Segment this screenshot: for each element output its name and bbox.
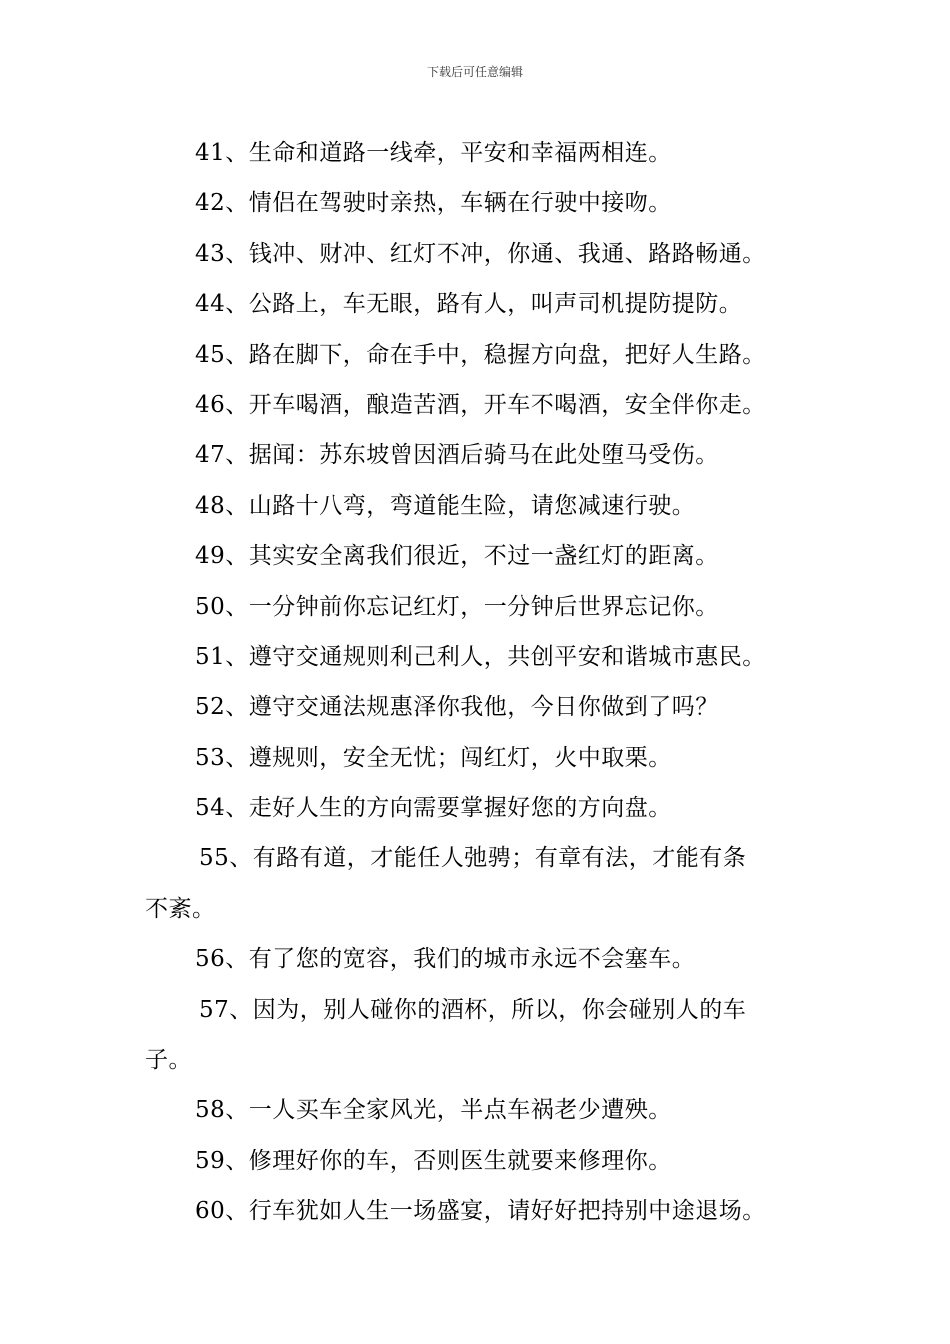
list-item: 56、有了您的宽容，我们的城市永远不会塞车。 <box>195 946 696 973</box>
list-item-line: 55、有路有道，才能任人弛骋；有章有法，才能有条 <box>199 845 747 872</box>
list-item: 42、情侣在驾驶时亲热，车辆在行驶中接吻。 <box>195 190 672 217</box>
list-item: 45、路在脚下，命在手中，稳握方向盘，把好人生路。 <box>195 341 766 368</box>
list-item: 50、一分钟前你忘记红灯，一分钟后世界忘记你。 <box>195 593 719 620</box>
list-item-line: 57、因为，别人碰你的酒杯，所以，你会碰别人的车 <box>199 996 747 1023</box>
list-item-continuation: 子。 <box>145 1047 192 1074</box>
list-item: 51、遵守交通规则利己利人，共创平安和谐城市惠民。 <box>195 643 766 670</box>
list-item: 43、钱冲、财冲、红灯不冲，你通、我通、路路畅通。 <box>195 240 766 267</box>
list-item: 58、一人买车全家风光，半点车祸老少遭殃。 <box>195 1097 672 1124</box>
list-item: 54、走好人生的方向需要掌握好您的方向盘。 <box>195 795 672 822</box>
list-item-continuation: 不紊。 <box>145 895 216 922</box>
list-item: 46、开车喝酒，酿造苦酒，开车不喝酒，安全伴你走。 <box>195 391 766 418</box>
list-item-wrapped <box>145 833 810 934</box>
list-item: 52、遵守交通法规惠泽你我他，今日你做到了吗？ <box>195 694 719 721</box>
list-item-wrapped <box>145 985 810 1086</box>
list-item: 44、公路上，车无眼，路有人，叫声司机提防提防。 <box>195 291 743 318</box>
list-item: 41、生命和道路一线牵，平安和幸福两相连。 <box>195 140 672 166</box>
page-header: 下载后可任意编辑 <box>426 65 523 79</box>
list-item: 53、遵规则，安全无忧；闯红灯，火中取栗。 <box>195 744 672 771</box>
list-item: 60、行车犹如人生一场盛宴，请好好把持别中途退场。 <box>195 1198 766 1225</box>
list-item: 59、修理好你的车，否则医生就要来修理你。 <box>195 1147 672 1174</box>
list-item: 49、其实安全离我们很近，不过一盏红灯的距离。 <box>195 543 719 570</box>
document-body <box>145 128 810 1237</box>
list-item: 48、山路十八弯，弯道能生险，请您减速行驶。 <box>195 492 696 519</box>
list-item: 47、据闻：苏东坡曾因酒后骑马在此处堕马受伤。 <box>195 442 719 469</box>
